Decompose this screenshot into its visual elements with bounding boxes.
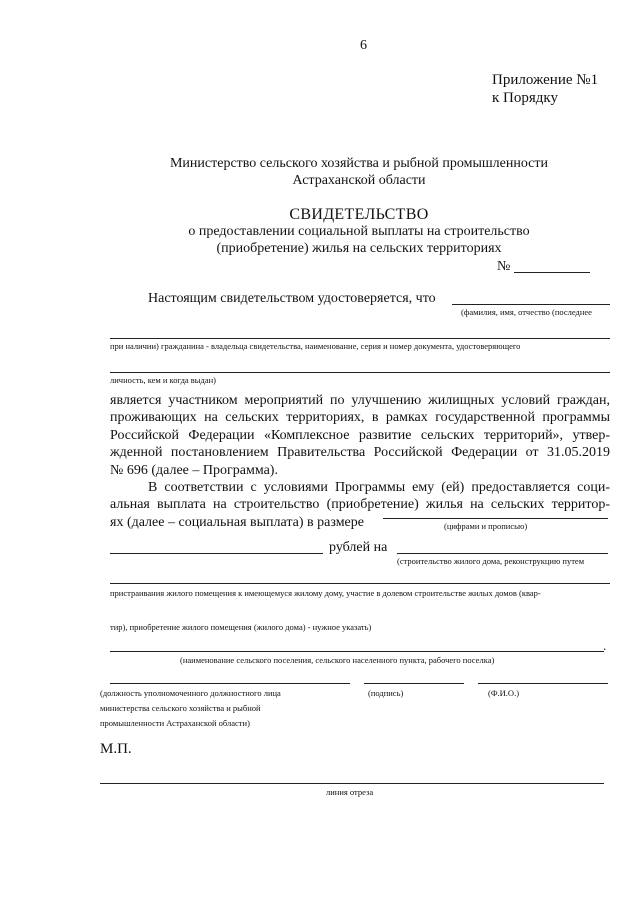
purpose-caption-3: тир), приобретение жилого помещения (жилого дома) - нужное указать) [110,622,372,632]
fio-field-line-2[interactable] [110,338,610,339]
paragraph2-line: В соответствии с условиями Программы ему (ей) предоставляется соци- [148,480,610,495]
paragraph1-line: проживающих на сельских территориях, в рамках государственной программы [110,410,610,426]
official-caption-2: министерства сельского хозяйства и рыбной [100,703,261,713]
signature-field-line[interactable] [364,683,464,684]
rubles-amount-field-line[interactable] [110,553,323,554]
name-field-line[interactable] [478,683,608,684]
document-title: СВИДЕТЕЛЬСТВО [289,206,429,223]
purpose-field-line[interactable] [397,553,608,554]
fio-caption-1: (фамилия, имя, отчество (последнее [461,307,592,317]
paragraph1-line: Российской Федерации «Комплексное развитие сельских территорий», утвер- [110,427,610,443]
number-field-line[interactable] [514,272,590,273]
appendix-line-2: к Порядку [492,90,558,106]
official-caption-3: промышленности Астраханской области) [100,718,250,728]
cut-line [100,783,604,784]
ministry-line-1: Министерство сельского хозяйства и рыбной промышленности [169,156,549,171]
name-caption: (Ф.И.О.) [488,688,520,698]
fio-caption-3: личность, кем и когда выдан) [110,375,216,385]
fio-field-line-3[interactable] [110,372,610,373]
signature-caption: (подпись) [368,688,404,698]
cut-line-caption: линия отреза [326,787,374,797]
amount-field-line[interactable] [383,518,608,519]
paragraph2-line: альная выплата на строительство (приобретение) жилья на сельских территор- [110,497,610,513]
paragraph1-line: жденной постановлением Правительства Российской Федерации от 31.05.2019 [110,445,610,461]
subtitle-line-1: о предоставлении социальной выплаты на строительство [188,224,530,239]
appendix-line-1: Приложение №1 [492,72,599,88]
period-mark: . [603,638,607,653]
amount-caption: (цифрами и прописью) [444,521,528,531]
official-field-line[interactable] [110,683,350,684]
official-caption-1: (должность уполномоченного должностного лица [100,688,281,698]
certify-text: Настоящим свидетельством удостоверяется, что [148,291,436,306]
payment-paragraph [110,479,610,531]
participation-paragraph [110,392,610,479]
rubles-label: рублей на [329,540,388,555]
subtitle-line-2: (приобретение) жилья на сельских территориях [216,241,502,256]
page-number: 6 [360,38,367,53]
paragraph1-line: № 696 (далее – Программа). [110,462,278,478]
settlement-caption: (наименование сельского поселения, сельского населенного пункта, рабочего поселка) [180,655,495,665]
purpose-caption-1: (строительство жилого дома, реконструкцию путем [397,556,585,566]
fio-caption-2: при наличии) гражданина - владельца свидетельства, наименование, серия и номер документа, удостоверяющего [110,341,521,351]
seal-mark: М.П. [100,741,132,757]
paragraph1-line: является участником мероприятий по улучшению жилищных условий граждан, [110,393,610,408]
fio-field-line[interactable] [452,304,610,305]
number-label: № [497,259,511,274]
ministry-line-2: Астраханской области [292,173,426,188]
purpose-caption-2: пристраивания жилого помещения к имеющемуся жилому дому, участие в долевом строительстве жилых домов (квар- [110,588,541,598]
settlement-field-line[interactable] [110,651,604,652]
paragraph2-line: ях (далее – социальная выплата) в размере [110,514,364,530]
purpose-field-line-2[interactable] [110,583,610,584]
